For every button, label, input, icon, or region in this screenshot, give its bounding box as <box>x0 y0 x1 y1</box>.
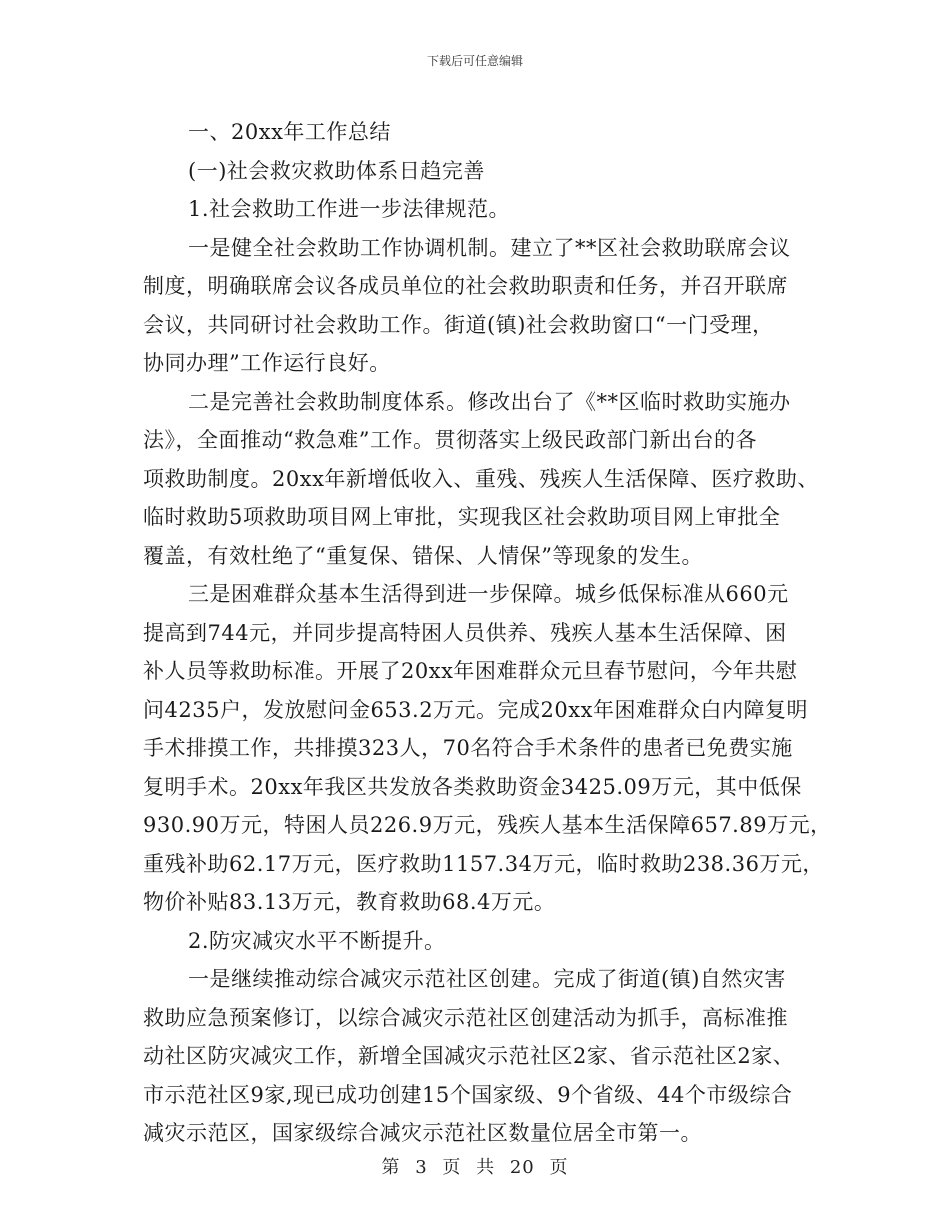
section-heading: 一、20xx年工作总结 <box>188 120 391 144</box>
paragraph-line: 930.90万元，特困人员226.9万元，残疾人基本生活保障657.89万元， <box>143 813 832 837</box>
paragraph-line: 减灾示范区，国家级综合减灾示范社区数量位居全市第一。 <box>143 1121 702 1145</box>
paragraph-line: 二是完善社会救助制度体系。修改出台了《**区临时救助实施办 <box>188 389 791 414</box>
paragraph-line: 法》，全面推动“救急难”工作。贯彻落实上级民政部门新出台的各 <box>143 428 757 452</box>
paragraph-line: 三是困难群众基本生活得到进一步保障。城乡低保标准从660元 <box>188 582 789 606</box>
paragraph-line: 物价补贴83.13万元，教育救助68.4万元。 <box>143 890 556 914</box>
paragraph-line: 重残补助62.17万元，医疗救助1157.34万元，临时救助238.36万元， <box>143 851 824 876</box>
paragraph-line: 一是健全社会救助工作协调机制。建立了**区社会救助联席会议 <box>188 235 791 260</box>
paragraph-line: 问4235户，发放慰问金653.2万元。完成20xx年困难群众白内障复明 <box>143 697 808 722</box>
item-heading: 2.防灾减灾水平不断提升。 <box>188 928 446 953</box>
paragraph-line: 覆盖，有效杜绝了“重复保、错保、人情保”等现象的发生。 <box>143 543 703 568</box>
paragraph-line: 临时救助5项救助项目网上审批，实现我区社会救助项目网上审批全 <box>143 505 781 529</box>
paragraph-line: 协同办理”工作运行良好。 <box>143 351 391 375</box>
paragraph-line: 提高到744元，并同步提高特困人员供养、残疾人基本生活保障、困 <box>143 620 787 645</box>
document-body <box>143 113 832 1153</box>
page-number: 第 3 页 共 20 页 <box>381 1157 569 1178</box>
paragraph-line: 一是继续推动综合减灾示范社区创建。完成了街道(镇)自然灾害 <box>188 967 786 991</box>
paragraph-line: 补人员等救助标准。开展了20xx年困难群众元旦春节慰问，今年共慰 <box>143 659 798 683</box>
paragraph-line: 救助应急预案修订，以综合减灾示范社区创建活动为抓手，高标准推 <box>143 1005 788 1030</box>
paragraph-line: 项救助制度。20xx年新增低收入、重残、残疾人生活保障、医疗救助、 <box>143 466 819 491</box>
item-heading: 1.社会救助工作进一步法律规范。 <box>188 197 511 221</box>
paragraph-line: 动社区防灾减灾工作，新增全国减灾示范社区2家、省示范社区2家、 <box>143 1044 795 1068</box>
paragraph-line: 制度，明确联席会议各成员单位的社会救助职责和任务，并召开联席 <box>143 274 788 298</box>
paragraph-line: 市示范社区9家,现已成功创建15个国家级、9个省级、44个市级综合 <box>143 1082 793 1107</box>
subsection-heading: (一)社会救灾救助体系日趋完善 <box>188 158 485 183</box>
paragraph-line: 手术排摸工作，共排摸323人，70名符合手术条件的患者已免费实施 <box>143 736 793 760</box>
paragraph-line: 复明手术。20xx年我区共发放各类救助资金3425.09万元，其中低保 <box>143 774 802 799</box>
page-header-note: 下载后可任意编辑 <box>426 54 523 68</box>
paragraph-line: 会议，共同研讨社会救助工作。街道(镇)社会救助窗口“一门受理， <box>143 312 774 337</box>
